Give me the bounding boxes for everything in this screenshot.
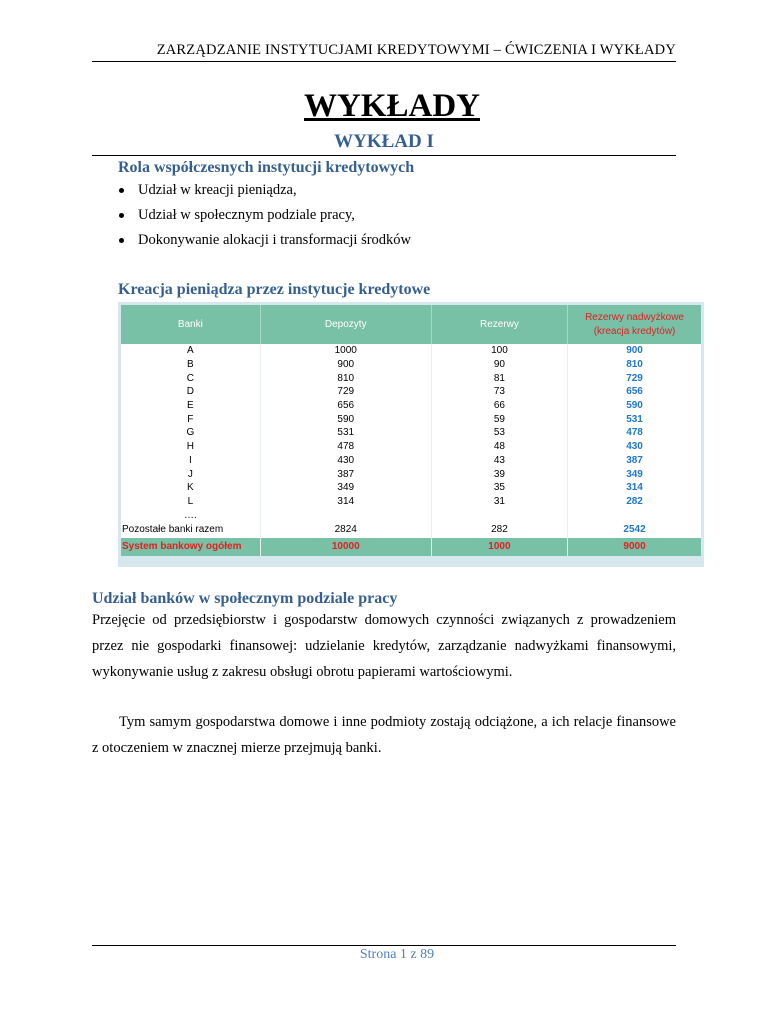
table-cell: 590 (626, 400, 643, 412)
table-cell: E (121, 399, 260, 413)
table-row (121, 495, 701, 509)
table-cell: 729 (260, 385, 431, 399)
table-cell: 1000 (431, 538, 567, 556)
table-cell: A (121, 344, 260, 358)
table-cell: 66 (431, 399, 567, 413)
table-cell (568, 508, 701, 522)
table-cell: 656 (260, 399, 431, 413)
table-row (121, 358, 701, 372)
table-row (121, 412, 701, 426)
table-cell: B (121, 358, 260, 372)
bullet-icon (119, 213, 124, 218)
table-cell: 430 (626, 441, 643, 453)
table-cell: 430 (260, 454, 431, 468)
table-cell: 656 (626, 386, 643, 398)
column-header-line: Rezerwy nadwyżkowe (585, 311, 684, 323)
table-cell: Pozostałe banki razem (121, 522, 260, 538)
page-number: Strona 1 z 89 (359, 947, 435, 962)
table-cell: 387 (260, 467, 431, 481)
table-cell: 73 (431, 385, 567, 399)
table-row (121, 467, 701, 481)
column-header (568, 305, 701, 344)
table-cell: H (121, 440, 260, 454)
table-cell: 531 (626, 413, 643, 425)
table-cell: 2824 (260, 522, 431, 538)
table-row (121, 426, 701, 440)
column-header: Banki (121, 305, 260, 344)
lecture-subtitle: WYKŁAD I (92, 131, 676, 156)
table-row (121, 371, 701, 385)
table-cell: 48 (431, 440, 567, 454)
running-header: ZARZĄDZANIE INSTYTUCJAMI KREDYTOWYMI – ĆWICZENIA I WYKŁADY (92, 42, 676, 62)
table-cell: F (121, 412, 260, 426)
table-cell: 90 (431, 358, 567, 372)
bullet-icon (119, 188, 124, 193)
list-item (118, 228, 411, 253)
table-cell: C (121, 371, 260, 385)
table-row (121, 385, 701, 399)
list-item (118, 178, 411, 203)
table-row (121, 399, 701, 413)
table-row (121, 508, 701, 522)
table-cell: 31 (431, 495, 567, 509)
table-cell: 810 (626, 359, 643, 371)
list-item (118, 203, 411, 228)
table-cell: 282 (431, 522, 567, 538)
money-creation-table-frame (118, 302, 704, 567)
column-header-line: (kreacja kredytów) (593, 325, 676, 337)
list-item-text: Udział w społecznym podziale pracy, (138, 207, 355, 223)
table-cell: …. (121, 508, 260, 522)
table-cell: 900 (626, 345, 643, 357)
table-row (121, 440, 701, 454)
table-cell: K (121, 481, 260, 495)
table-cell: 729 (626, 372, 643, 384)
footer-divider (92, 945, 676, 946)
table-cell (431, 508, 567, 522)
table-total-row (121, 538, 701, 556)
column-header: Depozyty (260, 305, 431, 344)
section-heading-creation: Kreacja pieniądza przez instytucje kredytowe (118, 281, 431, 298)
table-cell: 53 (431, 426, 567, 440)
list-item-text: Dokonywanie alokacji i transformacji środków (138, 232, 412, 248)
table-cell: 100 (431, 344, 567, 358)
column-header: Rezerwy (431, 305, 567, 344)
table-cell: J (121, 467, 260, 481)
table-cell: 810 (260, 371, 431, 385)
table-header-row (121, 305, 701, 344)
table-row (121, 344, 701, 358)
section-heading-division: Udział banków w społecznym podziale pracy (92, 590, 398, 607)
table-cell: 2542 (623, 524, 646, 536)
table-cell: 282 (626, 495, 643, 507)
table-row (121, 481, 701, 495)
section-heading-role: Rola współczesnych instytucji kredytowych (118, 159, 415, 176)
table-cell: 478 (260, 440, 431, 454)
table-cell: 314 (626, 482, 643, 494)
table-row (121, 522, 701, 538)
table-cell: 35 (431, 481, 567, 495)
table-cell: 43 (431, 454, 567, 468)
table-cell: L (121, 495, 260, 509)
table-cell: 39 (431, 467, 567, 481)
table-cell: 314 (260, 495, 431, 509)
table-cell: 349 (260, 481, 431, 495)
money-creation-table (121, 305, 701, 556)
table-cell: System bankowy ogółem (121, 538, 260, 556)
table-cell: 590 (260, 412, 431, 426)
table-cell: G (121, 426, 260, 440)
table-cell: I (121, 454, 260, 468)
table-cell: 900 (260, 358, 431, 372)
table-row (121, 454, 701, 468)
table-body (121, 344, 701, 556)
table-cell (260, 508, 431, 522)
role-bullet-list (118, 178, 411, 253)
table-cell: 349 (626, 468, 643, 480)
table-cell: 478 (626, 427, 643, 439)
page-title: WYKŁADY (303, 88, 480, 124)
paragraph: Przejęcie od przedsiębiorstw i gospodarstw domowych czynności związanych z prowadzeniem przez nie gospodarki finansowej: udzielanie kredytów, zarządzanie nadwyżkami finansowymi, wykonywanie usług z zakresu obsługi obrotu papierami wartościowymi. (92, 612, 676, 680)
table-cell: 1000 (260, 344, 431, 358)
paragraph: Tym samym gospodarstwa domowe i inne podmioty zostają odciążone, a ich relacje finansowe z otoczeniem w znacznej mierze przejmują banki. (92, 714, 676, 756)
table-cell: 10000 (260, 538, 431, 556)
table-cell: 531 (260, 426, 431, 440)
bullet-icon (119, 238, 124, 243)
table-cell: D (121, 385, 260, 399)
table-cell: 81 (431, 371, 567, 385)
table-cell: 387 (626, 454, 643, 466)
table-cell: 59 (431, 412, 567, 426)
list-item-text: Udział w kreacji pieniądza, (138, 182, 297, 198)
table-cell: 9000 (568, 538, 701, 556)
